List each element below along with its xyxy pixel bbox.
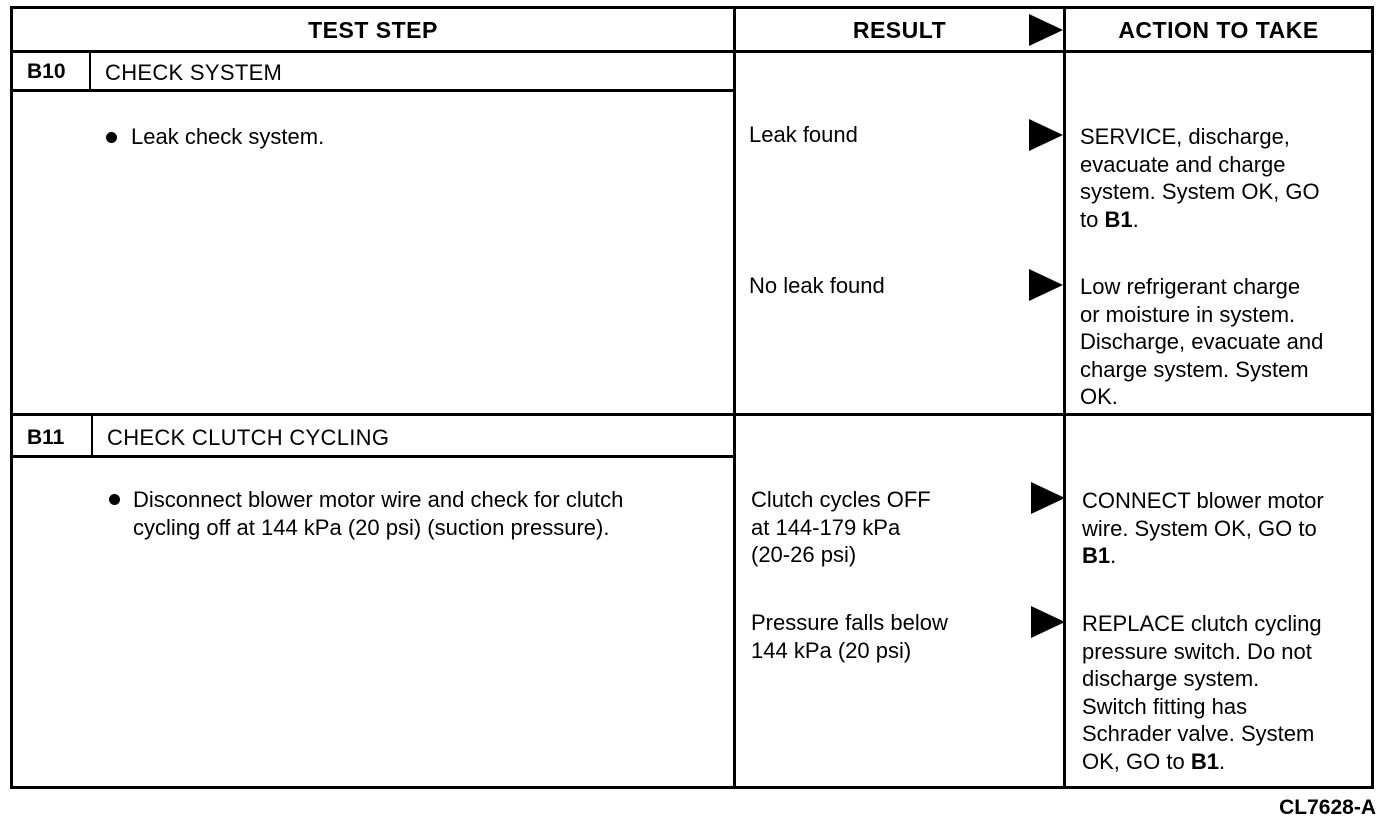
figure-code: CL7628-A: [1279, 796, 1376, 819]
result-arrow-icon: [1031, 606, 1065, 638]
step-title-b10: CHECK SYSTEM: [105, 60, 283, 85]
result-b11-2: Pressure falls below 144 kPa (20 psi): [751, 610, 948, 663]
result-arrow-icon: [1029, 269, 1063, 301]
action-suffix: .: [1132, 206, 1139, 232]
step-instruction-b11: Disconnect blower motor wire and check for clutch cycling off at 144 kPa (20 psi) (suction pressure).: [133, 487, 624, 540]
action-text: REPLACE clutch cycling pressure switch. Do not discharge system. Switch fitting has Schrader valve. System OK, GO to: [1082, 611, 1322, 774]
step-title-b11: CHECK CLUTCH CYCLING: [107, 425, 390, 450]
b10-title-underline: [13, 89, 733, 92]
header-test-step: TEST STEP: [308, 16, 438, 43]
col-divider-result: [733, 9, 736, 786]
action-text: Low refrigerant charge or moisture in system. Discharge, evacuate and charge system. System OK.: [1080, 274, 1324, 409]
action-text: SERVICE, discharge, evacuate and charge system. System OK, GO to: [1080, 124, 1320, 232]
action-step-ref: B1: [1104, 206, 1133, 232]
action-suffix: .: [1218, 748, 1226, 774]
result-arrow-icon: [1031, 482, 1065, 514]
action-step-ref: B1: [1082, 543, 1111, 568]
action-b11-2: [1082, 610, 1322, 775]
action-suffix: .: [1110, 543, 1117, 568]
step-id-b10: B10: [27, 60, 66, 83]
col-divider-action: [1063, 9, 1066, 786]
step-id-b11: B11: [27, 426, 65, 449]
action-step-ref: B1: [1190, 748, 1219, 774]
action-text: CONNECT blower motor wire. System OK, GO to: [1082, 488, 1324, 541]
header-result: RESULT: [852, 16, 947, 43]
header-arrow-icon: [1029, 14, 1063, 46]
result-b10-2: No leak found: [749, 273, 885, 298]
result-b11-1: Clutch cycles OFF at 144-179 kPa (20-26 psi): [751, 487, 931, 567]
b10-id-divider: [89, 53, 91, 89]
action-b10-2: [1080, 273, 1323, 411]
b11-id-divider: [91, 416, 93, 455]
result-b10-1: Leak found: [749, 122, 858, 147]
action-b11-1: [1082, 487, 1324, 570]
header-action: ACTION TO TAKE: [1118, 16, 1319, 43]
bullet-icon: [106, 132, 117, 143]
bullet-icon: [109, 494, 120, 505]
result-arrow-icon: [1029, 119, 1063, 151]
step-divider: [13, 413, 1371, 416]
step-instruction-b10: Leak check system.: [131, 124, 325, 149]
diagnostic-table: [10, 6, 1374, 789]
b11-title-underline: [13, 455, 733, 458]
action-b10-1: [1080, 123, 1320, 233]
